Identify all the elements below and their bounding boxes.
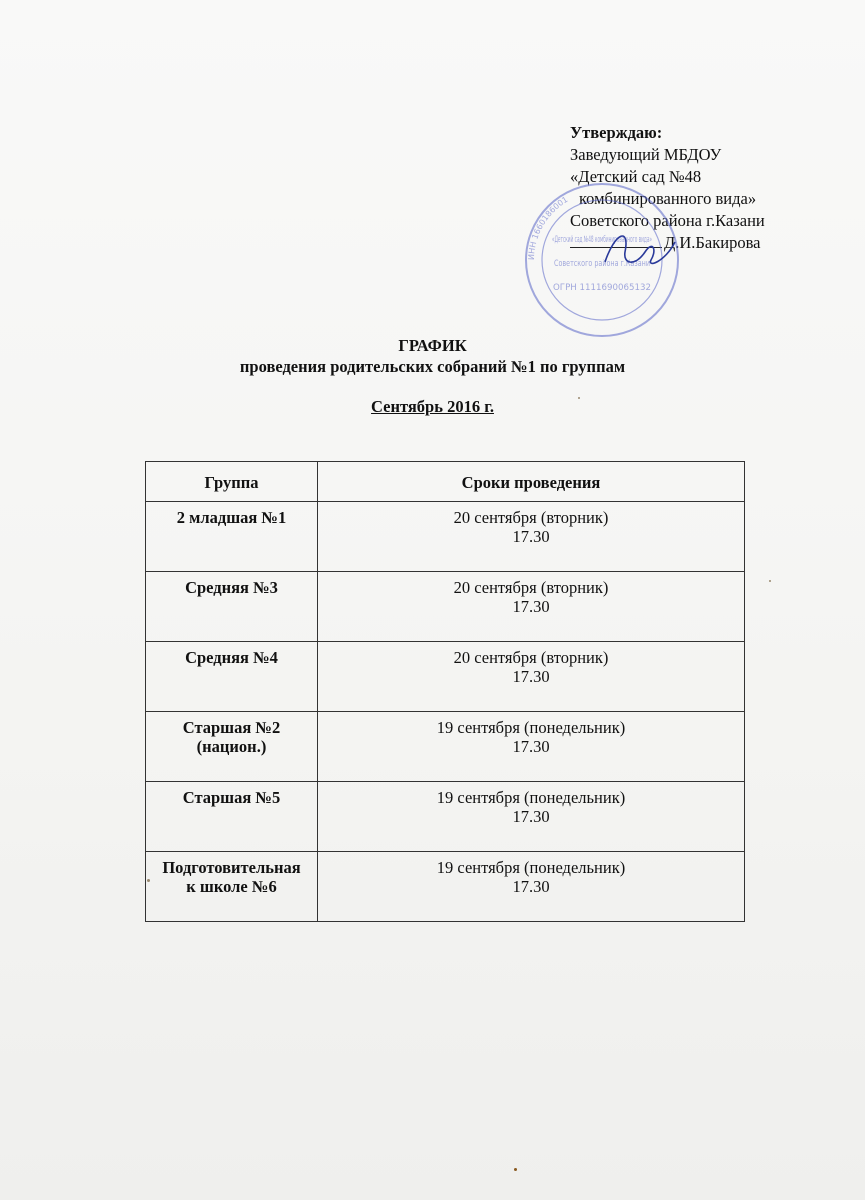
time-text: 17.30 (512, 877, 550, 896)
group-cell (146, 502, 318, 572)
group-name: 2 младшая №1 (176, 508, 287, 527)
group-name: Старшая №5 (182, 788, 281, 807)
table-row (146, 642, 745, 712)
speck (578, 397, 580, 399)
table-row (146, 852, 745, 922)
header-group: Группа (146, 462, 318, 502)
group-cell (146, 712, 318, 782)
date-cell (318, 572, 745, 642)
table-row (146, 572, 745, 642)
date-text: 20 сентября (вторник) (453, 578, 609, 597)
speck (514, 1168, 517, 1171)
group-name: Подготовительная (162, 858, 301, 877)
stamp-ogrn-text: ОГРН 1111690065132 (553, 283, 651, 293)
date-text: 19 сентября (понедельник) (436, 858, 626, 877)
group-cell (146, 572, 318, 642)
group-name: Средняя №4 (185, 648, 278, 667)
date-cell (318, 852, 745, 922)
date-cell (318, 502, 745, 572)
approval-heading: Утверждаю: (570, 123, 663, 142)
time-text: 17.30 (512, 597, 550, 616)
title-line-2: проведения родительских собраний №1 по группам (239, 357, 626, 376)
approval-line: комбинированного вида» (579, 189, 757, 208)
approval-line: Советского района г.Казани (570, 211, 765, 230)
time-text: 17.30 (512, 737, 550, 756)
approval-line: «Детский сад №48 (570, 167, 702, 186)
date-cell (318, 642, 745, 712)
group-name-extra: к школе №6 (186, 877, 277, 896)
approval-line: Заведующий МБДОУ (570, 145, 722, 164)
stamp-outer-text: ИНН 1660186001 (526, 194, 570, 261)
group-cell (146, 852, 318, 922)
table-header-row (146, 462, 745, 502)
stamp-district-text: Советского района г.Казани (554, 259, 650, 269)
date-text: 20 сентября (вторник) (453, 508, 609, 527)
date-text: 19 сентября (понедельник) (436, 718, 626, 737)
date-text: 20 сентября (вторник) (453, 648, 609, 667)
group-cell (146, 642, 318, 712)
group-name: Средняя №3 (185, 578, 278, 597)
speck (147, 879, 150, 882)
stamp-mid-text: «Детский сад №48 комбинированного вида» (552, 235, 652, 245)
schedule-table (145, 461, 745, 922)
header-dates: Сроки проведения (318, 462, 745, 502)
group-name-extra: (национ.) (196, 737, 267, 756)
date-text: 19 сентября (понедельник) (436, 788, 626, 807)
table-row (146, 782, 745, 852)
time-text: 17.30 (512, 807, 550, 826)
month-text: Сентябрь 2016 г. (371, 397, 494, 416)
signatory-name: Д.И.Бакирова (664, 233, 761, 252)
group-cell (146, 782, 318, 852)
date-cell (318, 712, 745, 782)
time-text: 17.30 (512, 667, 550, 686)
month-heading (0, 397, 865, 417)
document-title (0, 335, 865, 377)
table-row (146, 712, 745, 782)
title-line-1: ГРАФИК (398, 336, 467, 355)
date-cell (318, 782, 745, 852)
group-name: Старшая №2 (182, 718, 281, 737)
handwritten-signature (595, 222, 685, 282)
speck (769, 580, 771, 582)
time-text: 17.30 (512, 527, 550, 546)
table-row (146, 502, 745, 572)
